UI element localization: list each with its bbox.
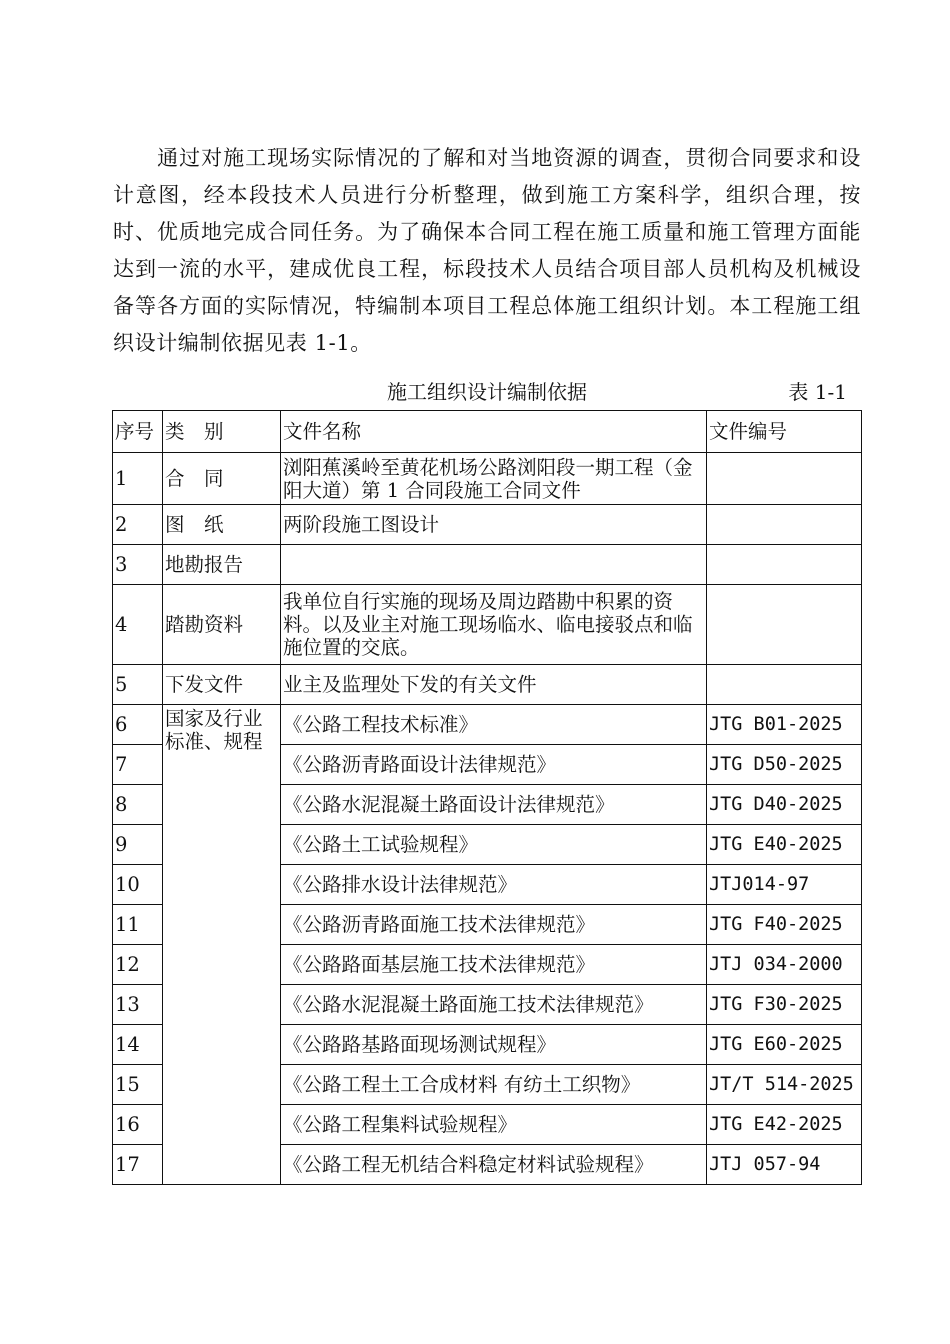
row-code — [707, 505, 862, 545]
row-category: 踏勘资料 — [163, 585, 281, 665]
row-code: JTG D50-2025 — [707, 745, 862, 785]
row-name: 《公路工程无机结合料稳定材料试验规程》 — [281, 1145, 707, 1185]
row-code: JTG B01-2025 — [707, 705, 862, 745]
table-caption — [113, 374, 861, 406]
row-name: 《公路工程集料试验规程》 — [281, 1105, 707, 1145]
table-row — [113, 665, 862, 705]
row-no: 13 — [113, 985, 163, 1025]
row-name: 《公路沥青路面设计法律规范》 — [281, 745, 707, 785]
row-category: 国家及行业标准、规程 — [163, 705, 281, 1185]
header-no: 序号 — [113, 411, 163, 453]
table-row — [113, 453, 862, 505]
row-no: 3 — [113, 545, 163, 585]
row-name: 《公路排水设计法律规范》 — [281, 865, 707, 905]
row-code — [707, 545, 862, 585]
row-no: 8 — [113, 785, 163, 825]
basis-table — [112, 410, 862, 1185]
table-row — [113, 545, 862, 585]
row-code: JTG E42-2025 — [707, 1105, 862, 1145]
row-no: 4 — [113, 585, 163, 665]
row-no: 1 — [113, 453, 163, 505]
row-code: JTJ 034-2000 — [707, 945, 862, 985]
row-no: 5 — [113, 665, 163, 705]
row-name: 我单位自行实施的现场及周边踏勘中积累的资料。以及业主对施工现场临水、临电接驳点和临施位置的交底。 — [281, 585, 707, 665]
row-code: JTG E40-2025 — [707, 825, 862, 865]
row-no: 2 — [113, 505, 163, 545]
row-name — [281, 545, 707, 585]
header-category: 类 别 — [163, 411, 281, 453]
row-name: 业主及监理处下发的有关文件 — [281, 665, 707, 705]
row-no: 15 — [113, 1065, 163, 1105]
header-code: 文件编号 — [707, 411, 862, 453]
row-name: 《公路路基路面现场测试规程》 — [281, 1025, 707, 1065]
table-header-row — [113, 411, 862, 453]
header-name: 文件名称 — [281, 411, 707, 453]
row-name: 《公路水泥混凝土路面设计法律规范》 — [281, 785, 707, 825]
row-code: JT/T 514-2025 — [707, 1065, 862, 1105]
row-name: 《公路路面基层施工技术法律规范》 — [281, 945, 707, 985]
row-no: 10 — [113, 865, 163, 905]
row-no: 12 — [113, 945, 163, 985]
row-category: 下发文件 — [163, 665, 281, 705]
row-no: 17 — [113, 1145, 163, 1185]
row-code: JTJ014-97 — [707, 865, 862, 905]
table-title: 施工组织设计编制依据 — [387, 380, 587, 404]
table-row — [113, 705, 862, 745]
row-no: 11 — [113, 905, 163, 945]
table-row — [113, 585, 862, 665]
row-code — [707, 665, 862, 705]
row-code — [707, 585, 862, 665]
row-name: 两阶段施工图设计 — [281, 505, 707, 545]
intro-paragraph: 通过对施工现场实际情况的了解和对当地资源的调查，贯彻合同要求和设计意图，经本段技术人员进行分析整理，做到施工方案科学，组织合理，按时、优质地完成合同任务。为了确保本合同工程在施工质量和施工管理方面能达到一流的水平，建成优良工程，标段技术人员结合项目部人员机构及机械设备等各方面的实际情况，特编制本项目工程总体施工组织计划。本工程施工组织设计编制依据见表 1-1。 — [113, 146, 861, 355]
row-no: 7 — [113, 745, 163, 785]
row-code: JTG F40-2025 — [707, 905, 862, 945]
row-code — [707, 453, 862, 505]
row-name: 浏阳蕉溪岭至黄花机场公路浏阳段一期工程（金阳大道）第 1 合同段施工合同文件 — [281, 453, 707, 505]
row-no: 6 — [113, 705, 163, 745]
row-no: 9 — [113, 825, 163, 865]
row-code: JTG F30-2025 — [707, 985, 862, 1025]
row-name: 《公路水泥混凝土路面施工技术法律规范》 — [281, 985, 707, 1025]
row-category: 地勘报告 — [163, 545, 281, 585]
row-category: 合 同 — [163, 453, 281, 505]
table-number: 表 1-1 — [788, 380, 847, 404]
row-code: JTG E60-2025 — [707, 1025, 862, 1065]
row-code: JTJ 057-94 — [707, 1145, 862, 1185]
row-name: 《公路土工试验规程》 — [281, 825, 707, 865]
row-name: 《公路沥青路面施工技术法律规范》 — [281, 905, 707, 945]
row-no: 16 — [113, 1105, 163, 1145]
row-no: 14 — [113, 1025, 163, 1065]
row-code: JTG D40-2025 — [707, 785, 862, 825]
row-name: 《公路工程技术标准》 — [281, 705, 707, 745]
row-name: 《公路工程土工合成材料 有纺土工织物》 — [281, 1065, 707, 1105]
table-row — [113, 505, 862, 545]
row-category: 图 纸 — [163, 505, 281, 545]
